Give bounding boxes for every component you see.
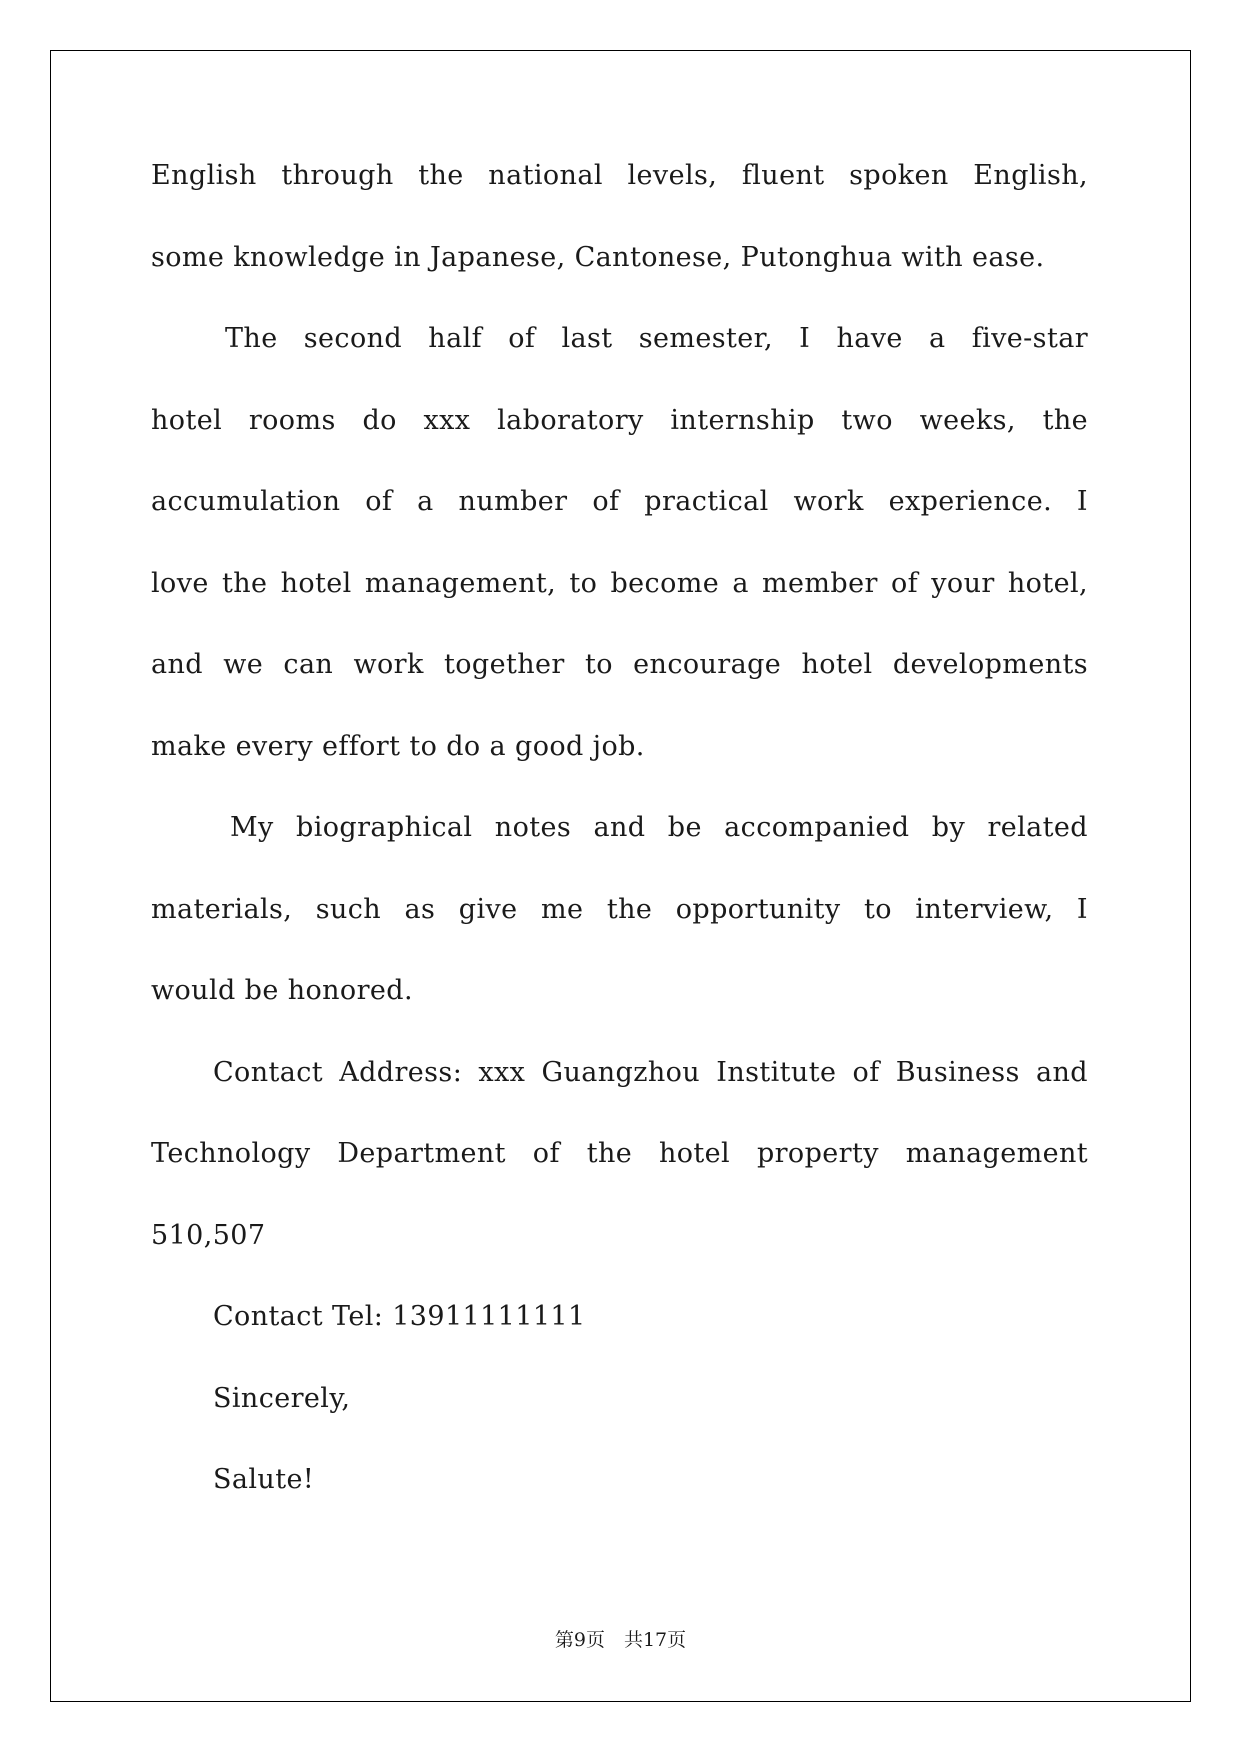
text-line: love the hotel management, to become a member of your hotel, bbox=[151, 567, 1088, 599]
text-line: My biographical notes and be accompanied by related bbox=[230, 812, 1088, 843]
text-line: Contact Tel: 13911111111 bbox=[213, 1301, 586, 1332]
text-line: The second half of last semester, I have a five-star bbox=[225, 323, 1088, 354]
text-line: Sincerely, bbox=[213, 1382, 351, 1414]
page-number: 第9页 共17页 bbox=[554, 1629, 687, 1651]
text-line: materials, such as give me the opportunity to interview, I bbox=[151, 893, 1088, 925]
letter-body bbox=[151, 158, 1088, 1544]
text-line: Salute! bbox=[213, 1464, 315, 1495]
text-line: would be honored. bbox=[151, 975, 413, 1006]
text-line: make every effort to do a good job. bbox=[151, 730, 645, 762]
text-line: and we can work together to encourage hotel developments bbox=[151, 649, 1088, 680]
text-line: accumulation of a number of practical work experience. I bbox=[151, 486, 1088, 517]
text-line: Contact Address: xxx Guangzhou Institute of Business and bbox=[213, 1056, 1088, 1088]
text-line: some knowledge in Japanese, Cantonese, Putonghua with ease. bbox=[151, 241, 1045, 273]
text-line: 510,507 bbox=[151, 1219, 266, 1251]
text-line: hotel rooms do xxx laboratory internship two weeks, the bbox=[151, 404, 1088, 436]
text-line: English through the national levels, fluent spoken English, bbox=[151, 160, 1088, 191]
text-line: Technology Department of the hotel property management bbox=[151, 1138, 1088, 1169]
